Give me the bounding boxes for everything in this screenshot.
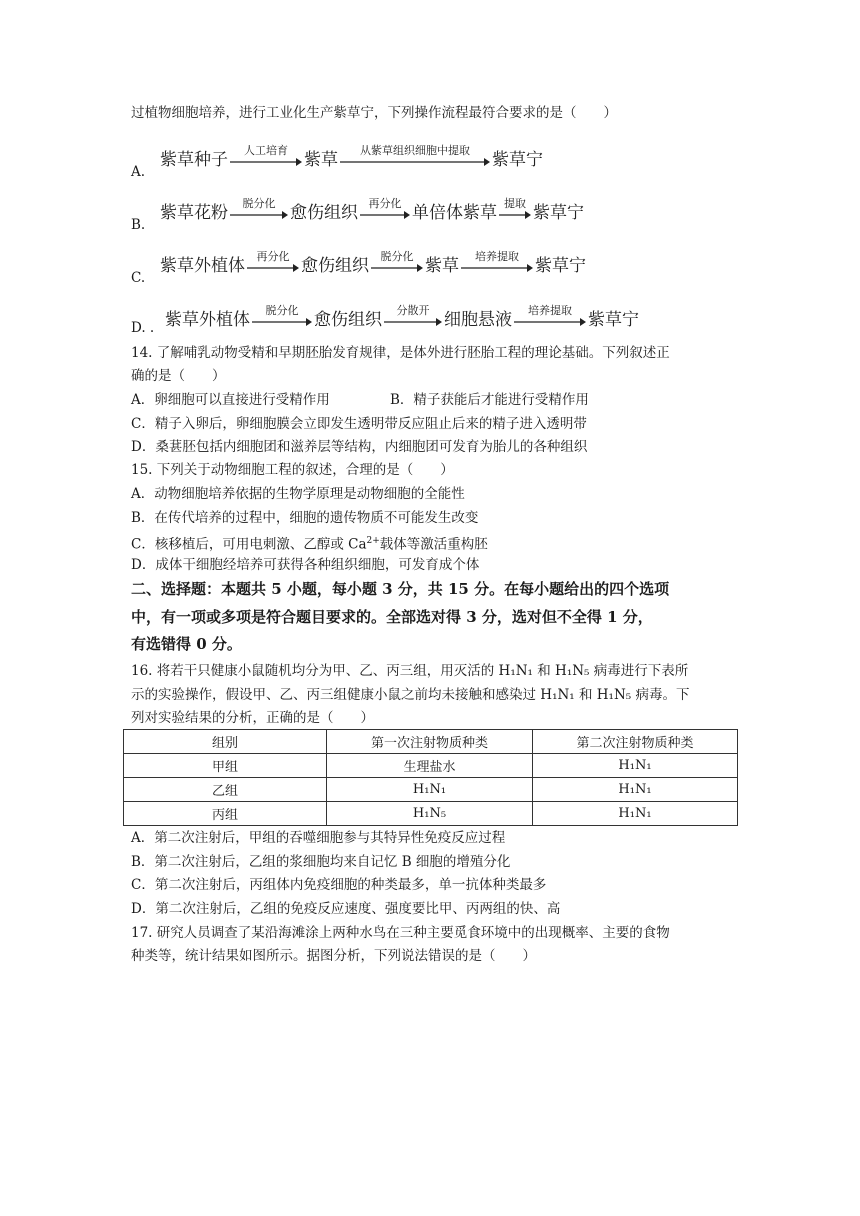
flow-node: 紫草外植体 <box>160 256 245 276</box>
arrow-label: 再分化 <box>256 250 290 263</box>
flow-node: 单倍体紫草 <box>412 203 497 223</box>
q13-option-c-letter: C. <box>131 270 146 286</box>
table-header: 第一次注射物质种类 <box>327 730 533 754</box>
q14-option-d: D．桑葚胚包括内细胞团和滋养层等结构，内细胞团可发育为胎儿的各种组织 <box>131 439 588 455</box>
flow-node: 紫草宁 <box>533 203 584 223</box>
q14-stem-line1: 14. 了解哺乳动物受精和早期胚胎发育规律，是体外进行胚胎工程的理论基础。下列叙述正 <box>131 345 670 361</box>
arrow-icon <box>230 195 288 225</box>
q16-option-b: B．第二次注射后，乙组的浆细胞均来自记忆 B 细胞的增殖分化 <box>131 854 511 870</box>
flow-node: 愈伤组织 <box>290 203 358 223</box>
q17-stem-line2: 种类等，统计结果如图所示。据图分析，下列说法错误的是（ ） <box>131 948 536 964</box>
q15-option-c-text-end: 载体等激活重构胚 <box>379 536 488 553</box>
arrow-icon <box>499 195 531 225</box>
table-header: 组别 <box>124 730 327 754</box>
flow-node: 紫草 <box>304 150 338 170</box>
arrow-icon <box>247 248 299 278</box>
q15-option-c-superscript: 2+ <box>366 536 380 546</box>
arrow-label: 分散开 <box>396 304 430 317</box>
q13-option-b-letter: B. <box>131 217 146 233</box>
arrow-icon <box>461 248 533 278</box>
q16-stem-line1: 16. 将若干只健康小鼠随机均分为甲、乙、丙三组，用灭活的 H₁N₁ 和 H₁N₅ 病毒进行下表所 <box>131 663 689 679</box>
table-cell: 生理盐水 <box>327 754 533 778</box>
table-header: 第二次注射物质种类 <box>533 730 738 754</box>
arrow-label: 培养提取 <box>528 304 572 317</box>
table-cell: 丙组 <box>124 802 327 826</box>
q15-option-d: D．成体干细胞经培养可获得各种组织细胞，可发育成个体 <box>131 557 480 573</box>
q14-option-b: B．精子获能后才能进行受精作用 <box>390 392 589 408</box>
table-row <box>124 802 738 826</box>
arrow-icon <box>252 302 312 332</box>
q14-option-c: C．精子入卵后，卵细胞膜会立即发生透明带反应阻止后来的精子进入透明带 <box>131 416 587 432</box>
arrow-label: 脱分化 <box>265 304 299 317</box>
section2-heading-line2: 中，有一项或多项是符合题目要求的。全部选对得 3 分，选对但不全得 1 分， <box>131 608 653 626</box>
q15-option-c-text: C．核移植后，可用电刺激、乙醇或 Ca <box>131 536 367 553</box>
flow-node: 紫草 <box>425 256 459 276</box>
flow-node: 紫草宁 <box>492 150 543 170</box>
q13-option-b-flow <box>160 191 584 225</box>
table-row <box>124 754 738 778</box>
experiment-table <box>123 729 738 826</box>
arrow-label: 脱分化 <box>380 250 414 263</box>
q13-option-c-flow <box>160 244 586 278</box>
q16-option-d: D．第二次注射后，乙组的免疫反应速度、强度要比甲、丙两组的快、高 <box>131 901 561 917</box>
table-cell: H₁N₁ <box>533 778 738 802</box>
flow-node: 紫草外植体 <box>165 310 250 330</box>
flow-node: 愈伤组织 <box>301 256 369 276</box>
arrow-label: 提取 <box>504 197 526 210</box>
arrow-label: 脱分化 <box>242 197 276 210</box>
q16-stem-line3: 列对实验结果的分析，正确的是（ ） <box>131 710 374 726</box>
table-cell: H₁N₁ <box>533 754 738 778</box>
table-cell: 甲组 <box>124 754 327 778</box>
flow-node: 紫草种子 <box>160 150 228 170</box>
q13-option-d-letter: D. . <box>131 320 155 336</box>
table-cell: H₁N₁ <box>533 802 738 826</box>
q15-stem: 15. 下列关于动物细胞工程的叙述，合理的是（ ） <box>131 462 454 478</box>
q15-option-a: A．动物细胞培养依据的生物学原理是动物细胞的全能性 <box>131 486 465 502</box>
q16-stem-line2: 示的实验操作，假设甲、乙、丙三组健康小鼠之前均未接触和感染过 H₁N₁ 和 H₁N₅ 病毒。下 <box>131 687 690 703</box>
q16-option-c: C．第二次注射后，丙组体内免疫细胞的种类最多，单一抗体种类最多 <box>131 877 547 893</box>
q13-option-d-flow <box>165 298 639 332</box>
arrow-label: 人工培育 <box>244 144 288 157</box>
flow-node: 紫草宁 <box>588 310 639 330</box>
arrow-label: 培养提取 <box>475 250 519 263</box>
q14-option-a: A．卵细胞可以直接进行受精作用 <box>131 392 330 408</box>
flow-node: 紫草花粉 <box>160 203 228 223</box>
table-cell: 乙组 <box>124 778 327 802</box>
q13-option-a-flow <box>160 138 543 172</box>
table-cell: H₁N₁ <box>327 778 533 802</box>
table-cell: H₁N₅ <box>327 802 533 826</box>
arrow-icon <box>360 195 410 225</box>
q15-option-c <box>131 532 488 554</box>
q17-stem-line1: 17. 研究人员调查了某沿海滩涂上两种水鸟在三种主要觅食环境中的出现概率、主要的食物 <box>131 925 670 941</box>
arrow-icon <box>371 248 423 278</box>
table-row <box>124 778 738 802</box>
q16-option-a: A．第二次注射后，甲组的吞噬细胞参与其特异性免疫反应过程 <box>131 830 506 846</box>
arrow-icon <box>340 142 490 172</box>
arrow-icon <box>514 302 586 332</box>
arrow-label: 从紫草组织细胞中提取 <box>360 144 470 157</box>
flow-node: 紫草宁 <box>535 256 586 276</box>
section2-heading-line1: 二、选择题：本题共 5 小题，每小题 3 分，共 15 分。在每小题给出的四个选项 <box>131 580 670 598</box>
section2-heading-line3: 有选错得 0 分。 <box>131 635 242 653</box>
q15-option-b: B．在传代培养的过程中，细胞的遗传物质不可能发生改变 <box>131 510 479 526</box>
q13-option-a-letter: A. <box>131 164 146 180</box>
q13-stem: 过植物细胞培养，进行工业化生产紫草宁，下列操作流程最符合要求的是（ ） <box>131 105 617 121</box>
flow-node: 细胞悬液 <box>444 310 512 330</box>
arrow-icon <box>230 142 302 172</box>
arrow-label: 再分化 <box>368 197 402 210</box>
q14-stem-line2: 确的是（ ） <box>131 368 226 384</box>
flow-node: 愈伤组织 <box>314 310 382 330</box>
arrow-icon <box>384 302 442 332</box>
table-header-row <box>124 730 738 754</box>
